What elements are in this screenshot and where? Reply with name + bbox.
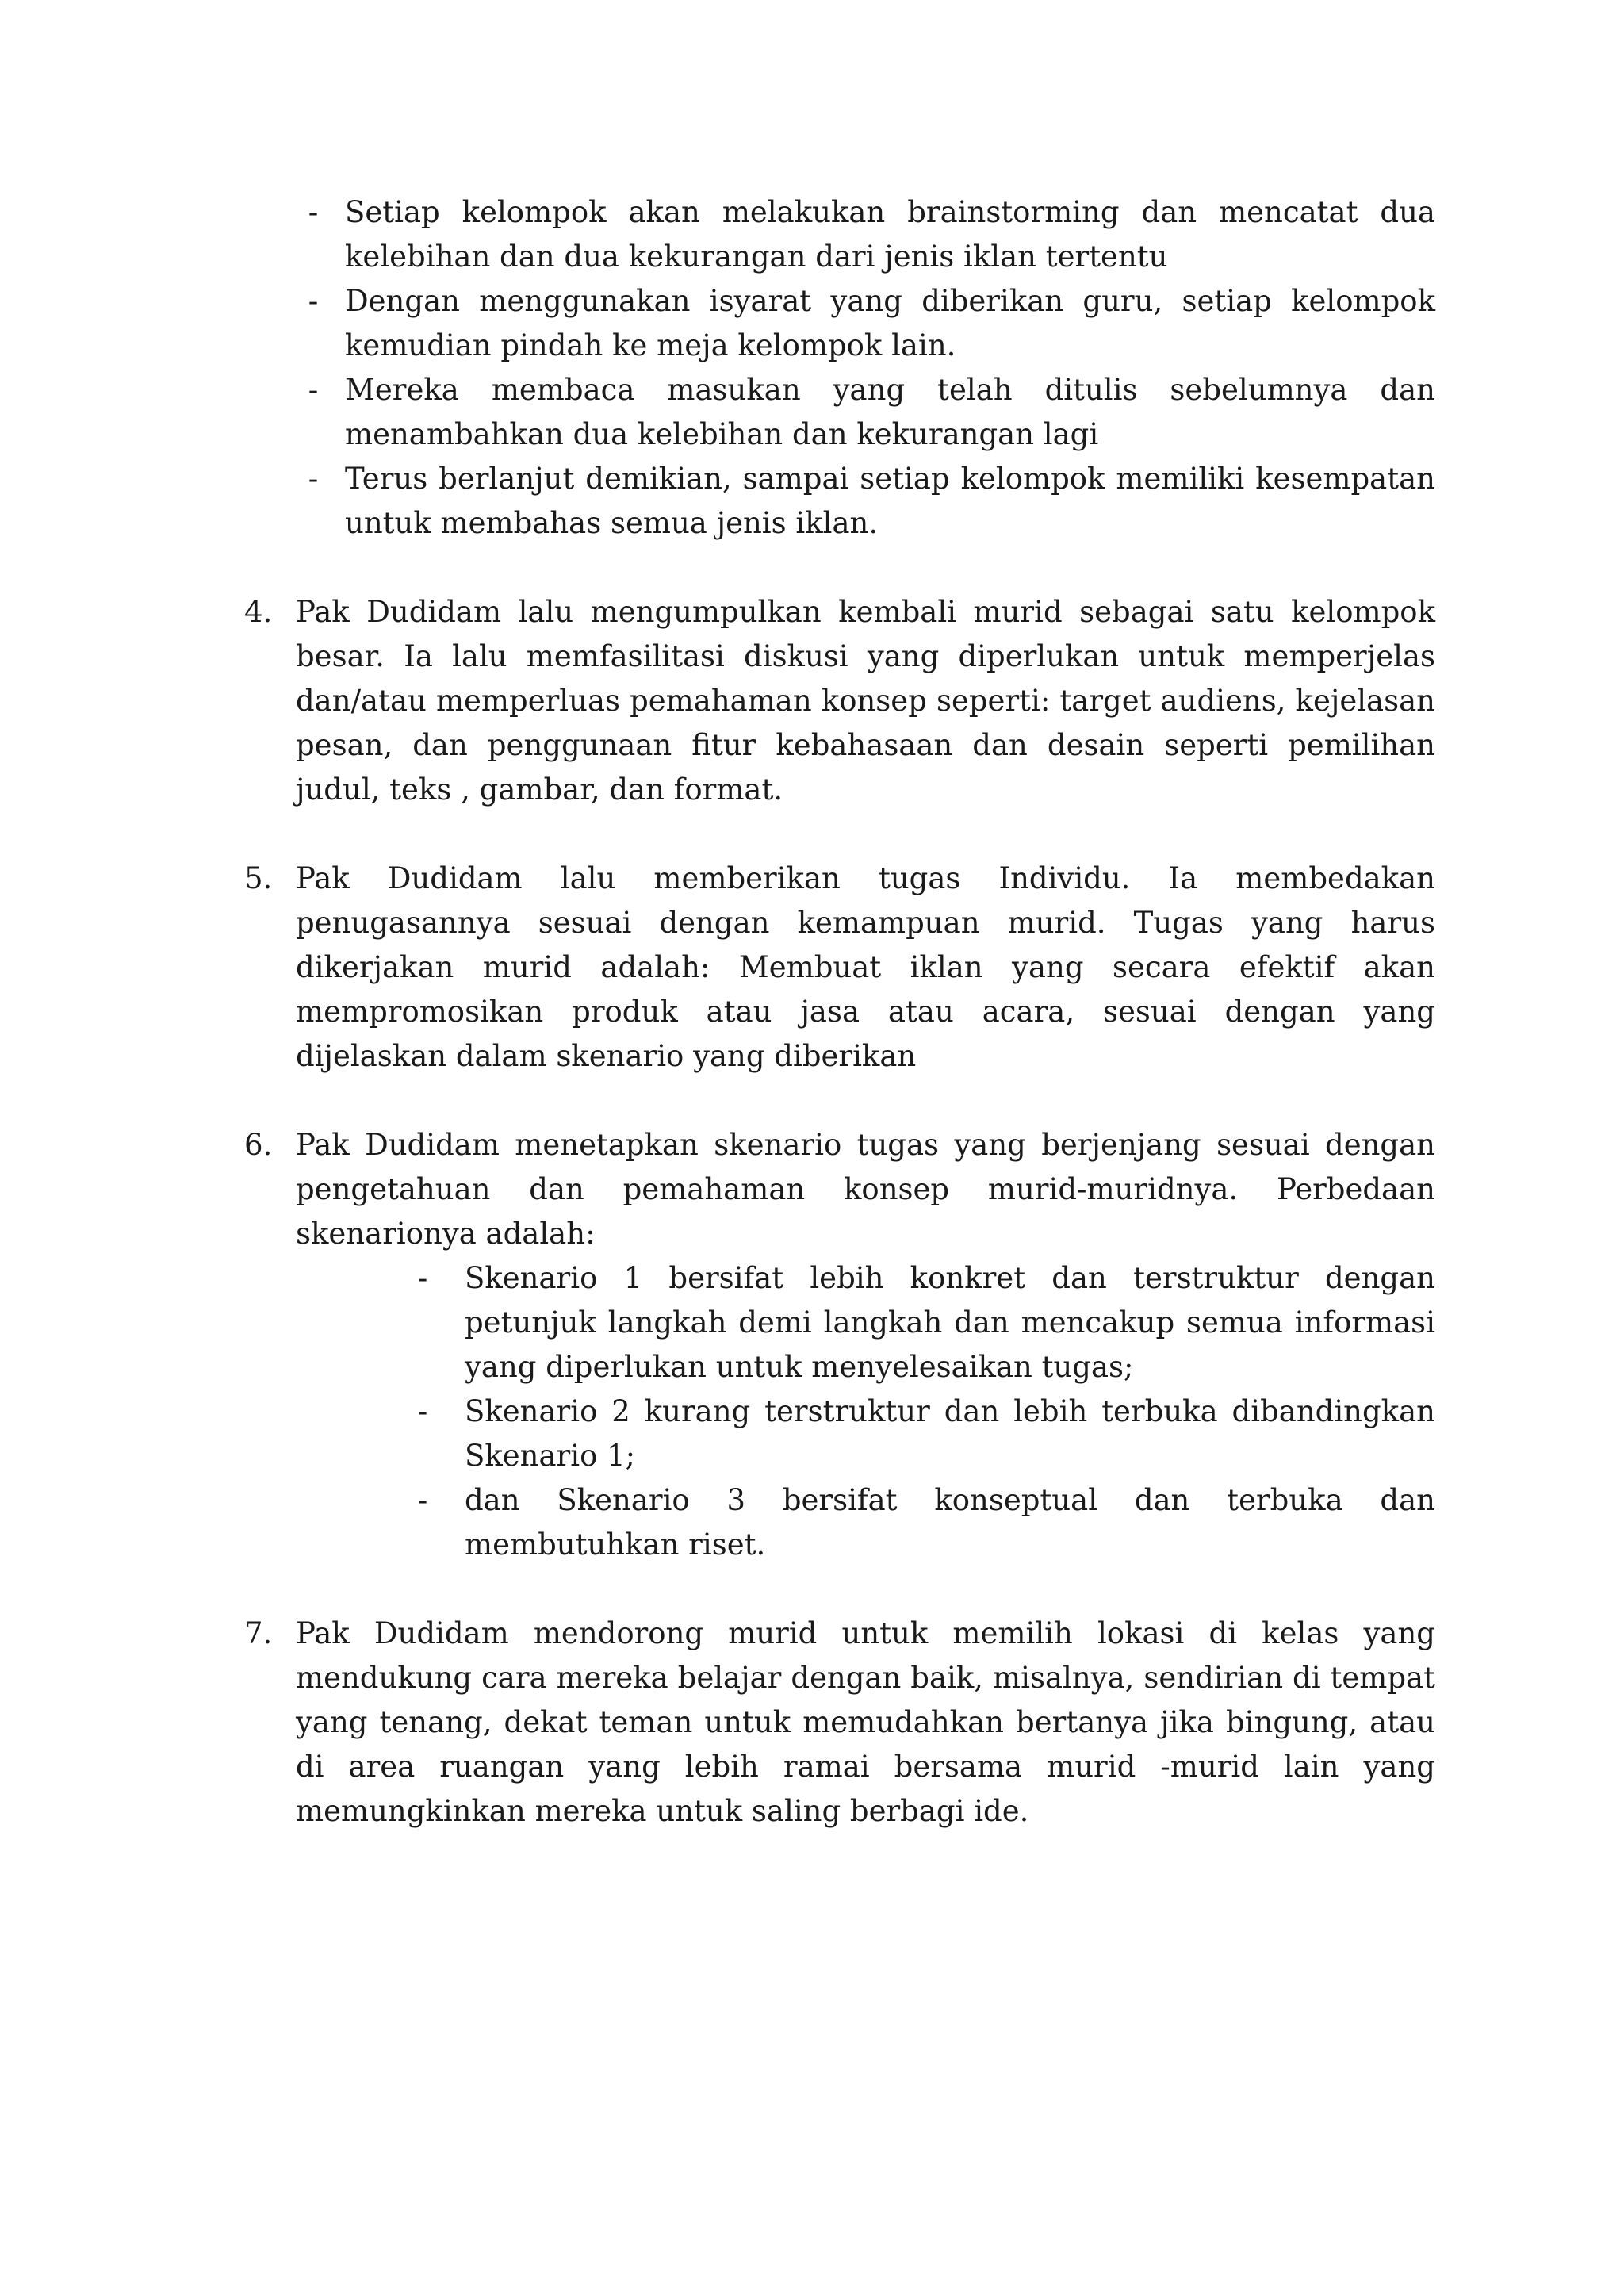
- bullet-marker: -: [308, 373, 319, 407]
- scenario-bullet-list: [296, 1256, 1435, 1567]
- top-bullet-list: [238, 190, 1435, 546]
- item-paragraph: Pak Dudidam lalu mengumpulkan kembali murid sebagai satu kelompok besar. Ia lalu memfasilitasi diskusi yang diperlukan untuk memperjelas dan/atau memperluas pemahaman konsep seperti: target audiens, kejelasan pesan, dan penggunaan fitur kebahasaan dan desain seperti pemilihan judul, teks , gambar, dan format.: [296, 595, 1435, 807]
- numbered-item-7: [238, 1612, 1435, 1834]
- bullet-text: dan Skenario 3 bersifat konseptual dan terbuka dan membutuhkan riset.: [465, 1483, 1435, 1562]
- item-number: 6.: [244, 1128, 273, 1162]
- bullet-text: Dengan menggunakan isyarat yang diberikan guru, setiap kelompok kemudian pindah ke meja kelompok lain.: [345, 284, 1435, 362]
- bullet-marker: -: [417, 1394, 428, 1428]
- item-number: 7.: [244, 1616, 273, 1650]
- bullet-text: Terus berlanjut demikian, sampai setiap kelompok memiliki kesempatan untuk membahas semua jenis iklan.: [345, 462, 1435, 540]
- numbered-list: [238, 590, 1435, 1834]
- bullet-text: Skenario 2 kurang terstruktur dan lebih terbuka dibandingkan Skenario 1;: [465, 1394, 1435, 1473]
- item-paragraph: Pak Dudidam menetapkan skenario tugas yang berjenjang sesuai dengan pengetahuan dan pemahaman konsep murid-muridnya. Perbedaan skenarionya adalah:: [296, 1128, 1435, 1251]
- item-number: 4.: [244, 595, 273, 629]
- bullet-marker: -: [308, 195, 319, 229]
- page-content: [238, 190, 1435, 1834]
- bullet-marker: -: [417, 1483, 428, 1517]
- bullet-item: [238, 368, 1435, 457]
- bullet-text: Skenario 1 bersifat lebih konkret dan terstruktur dengan petunjuk langkah demi langkah dan mencakup semua informasi yang diperlukan untuk menyelesaikan tugas;: [465, 1261, 1435, 1384]
- bullet-item: [238, 190, 1435, 279]
- bullet-marker: -: [308, 284, 319, 318]
- scenario-bullet-item: [296, 1256, 1435, 1389]
- scenario-bullet-item: [296, 1389, 1435, 1478]
- bullet-text: Mereka membaca masukan yang telah ditulis sebelumnya dan menambahkan dua kelebihan dan kekurangan lagi: [345, 373, 1435, 451]
- scenario-bullet-item: [296, 1478, 1435, 1567]
- numbered-item-5: [238, 857, 1435, 1079]
- item-number: 5.: [244, 861, 273, 895]
- bullet-text: Setiap kelompok akan melakukan brainstorming dan mencatat dua kelebihan dan dua kekurangan dari jenis iklan tertentu: [345, 195, 1435, 274]
- bullet-item: [238, 457, 1435, 546]
- numbered-item-4: [238, 590, 1435, 812]
- item-paragraph: Pak Dudidam lalu memberikan tugas Individu. Ia membedakan penugasannya sesuai dengan kemampuan murid. Tugas yang harus dikerjakan murid adalah: Membuat iklan yang secara efektif akan mempromosikan produk atau jasa atau acara, sesuai dengan yang dijelaskan dalam skenario yang diberikan: [296, 861, 1435, 1073]
- bullet-marker: -: [308, 462, 319, 496]
- item-paragraph: Pak Dudidam mendorong murid untuk memilih lokasi di kelas yang mendukung cara mereka belajar dengan baik, misalnya, sendirian di tempat yang tenang, dekat teman untuk memudahkan bertanya jika bingung, atau di area ruangan yang lebih ramai bersama murid -murid lain yang memungkinkan mereka untuk saling berbagi ide.: [296, 1616, 1435, 1828]
- bullet-marker: -: [417, 1261, 428, 1295]
- numbered-item-6: [238, 1123, 1435, 1567]
- bullet-item: [238, 279, 1435, 368]
